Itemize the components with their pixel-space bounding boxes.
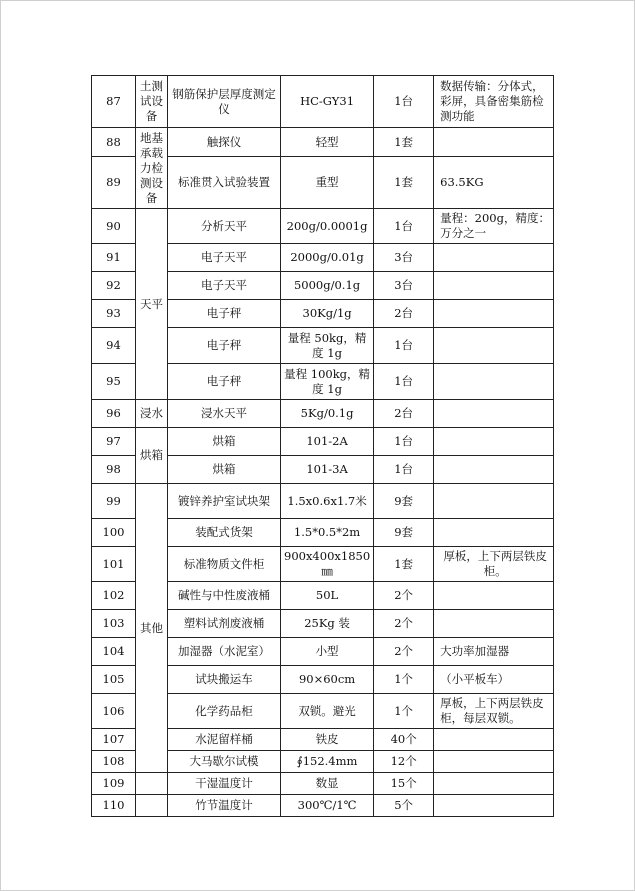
qty-cell: 1台 bbox=[374, 209, 434, 244]
row-number: 105 bbox=[92, 666, 136, 694]
qty-cell: 3台 bbox=[374, 272, 434, 300]
note-cell: 厚板，上下两层铁皮柜。 bbox=[434, 547, 554, 582]
spec-cell: 铁皮 bbox=[281, 729, 374, 751]
row-number: 98 bbox=[92, 456, 136, 484]
equipment-name: 钢筋保护层厚度测定仪 bbox=[168, 76, 281, 128]
spec-cell: 数显 bbox=[281, 773, 374, 795]
qty-cell: 2个 bbox=[374, 610, 434, 638]
spec-cell: 5Kg/0.1g bbox=[281, 400, 374, 428]
table-row bbox=[92, 209, 554, 244]
note-cell bbox=[434, 773, 554, 795]
row-number: 107 bbox=[92, 729, 136, 751]
category-cell: 其他 bbox=[136, 484, 168, 773]
row-number: 97 bbox=[92, 428, 136, 456]
equipment-name: 竹节温度计 bbox=[168, 795, 281, 817]
spec-cell: ∮152.4mm bbox=[281, 751, 374, 773]
table-row bbox=[92, 795, 554, 817]
qty-cell: 1台 bbox=[374, 364, 434, 400]
row-number: 95 bbox=[92, 364, 136, 400]
row-number: 99 bbox=[92, 484, 136, 519]
equipment-name: 碱性与中性废液桶 bbox=[168, 582, 281, 610]
row-number: 100 bbox=[92, 519, 136, 547]
note-cell: （小平板车） bbox=[434, 666, 554, 694]
row-number: 109 bbox=[92, 773, 136, 795]
equipment-name: 加湿器（水泥室） bbox=[168, 638, 281, 666]
spec-cell: 小型 bbox=[281, 638, 374, 666]
spec-cell: 101-3A bbox=[281, 456, 374, 484]
note-cell bbox=[434, 244, 554, 272]
row-number: 93 bbox=[92, 300, 136, 328]
qty-cell: 9套 bbox=[374, 519, 434, 547]
table-row bbox=[92, 128, 554, 157]
qty-cell: 1套 bbox=[374, 547, 434, 582]
spec-cell: 101-2A bbox=[281, 428, 374, 456]
equipment-name: 标准贯入试验装置 bbox=[168, 157, 281, 209]
qty-cell: 1台 bbox=[374, 328, 434, 364]
row-number: 102 bbox=[92, 582, 136, 610]
note-cell bbox=[434, 519, 554, 547]
note-cell bbox=[434, 729, 554, 751]
row-number: 103 bbox=[92, 610, 136, 638]
spec-cell: 30Kg/1g bbox=[281, 300, 374, 328]
equipment-name: 电子秤 bbox=[168, 364, 281, 400]
table-row bbox=[92, 400, 554, 428]
note-cell: 数据传输：分体式，彩屏，具备密集筋检测功能 bbox=[434, 76, 554, 128]
qty-cell: 1套 bbox=[374, 128, 434, 157]
row-number: 101 bbox=[92, 547, 136, 582]
spec-cell: 25Kg 装 bbox=[281, 610, 374, 638]
spec-cell: 双锁。避光 bbox=[281, 694, 374, 729]
row-number: 91 bbox=[92, 244, 136, 272]
spec-cell: 1.5x0.6x1.7米 bbox=[281, 484, 374, 519]
note-cell bbox=[434, 272, 554, 300]
spec-cell: 量程 100kg，精度 1g bbox=[281, 364, 374, 400]
table-row bbox=[92, 773, 554, 795]
note-cell bbox=[434, 795, 554, 817]
qty-cell: 15个 bbox=[374, 773, 434, 795]
row-number: 106 bbox=[92, 694, 136, 729]
note-cell bbox=[434, 456, 554, 484]
qty-cell: 1套 bbox=[374, 157, 434, 209]
note-cell: 厚板，上下两层铁皮柜，每层双锁。 bbox=[434, 694, 554, 729]
row-number: 87 bbox=[92, 76, 136, 128]
qty-cell: 2台 bbox=[374, 300, 434, 328]
category-cell: 浸水 bbox=[136, 400, 168, 428]
qty-cell: 3台 bbox=[374, 244, 434, 272]
spec-cell: 50L bbox=[281, 582, 374, 610]
note-cell bbox=[434, 364, 554, 400]
qty-cell: 5个 bbox=[374, 795, 434, 817]
note-cell bbox=[434, 300, 554, 328]
equipment-name: 塑料试剂废液桶 bbox=[168, 610, 281, 638]
qty-cell: 1个 bbox=[374, 694, 434, 729]
category-cell: 天平 bbox=[136, 209, 168, 400]
category-cell: 地基承载力检测设备 bbox=[136, 128, 168, 209]
row-number: 94 bbox=[92, 328, 136, 364]
spec-cell: 2000g/0.01g bbox=[281, 244, 374, 272]
row-number: 89 bbox=[92, 157, 136, 209]
note-cell: 量程：200g，精度：万分之一 bbox=[434, 209, 554, 244]
qty-cell: 1台 bbox=[374, 428, 434, 456]
note-cell bbox=[434, 610, 554, 638]
category-cell: 土测试设备 bbox=[136, 76, 168, 128]
equipment-name: 电子秤 bbox=[168, 300, 281, 328]
spec-cell: 200g/0.0001g bbox=[281, 209, 374, 244]
row-number: 108 bbox=[92, 751, 136, 773]
spec-cell: 300℃/1℃ bbox=[281, 795, 374, 817]
spec-cell: 90×60cm bbox=[281, 666, 374, 694]
equipment-name: 电子天平 bbox=[168, 244, 281, 272]
qty-cell: 40个 bbox=[374, 729, 434, 751]
qty-cell: 9套 bbox=[374, 484, 434, 519]
equipment-name: 大马歇尔试模 bbox=[168, 751, 281, 773]
spec-cell: 重型 bbox=[281, 157, 374, 209]
equipment-name: 电子秤 bbox=[168, 328, 281, 364]
row-number: 88 bbox=[92, 128, 136, 157]
table-row bbox=[92, 428, 554, 456]
table-row bbox=[92, 76, 554, 128]
category-cell bbox=[136, 795, 168, 817]
spec-cell: 量程 50kg，精度 1g bbox=[281, 328, 374, 364]
qty-cell: 2个 bbox=[374, 582, 434, 610]
spec-cell: 5000g/0.1g bbox=[281, 272, 374, 300]
equipment-name: 分析天平 bbox=[168, 209, 281, 244]
note-cell: 大功率加湿器 bbox=[434, 638, 554, 666]
equipment-name: 装配式货架 bbox=[168, 519, 281, 547]
equipment-name: 化学药品柜 bbox=[168, 694, 281, 729]
row-number: 90 bbox=[92, 209, 136, 244]
qty-cell: 1台 bbox=[374, 76, 434, 128]
category-cell bbox=[136, 773, 168, 795]
equipment-name: 标准物质文件柜 bbox=[168, 547, 281, 582]
row-number: 92 bbox=[92, 272, 136, 300]
equipment-name: 水泥留样桶 bbox=[168, 729, 281, 751]
equipment-name: 试块搬运车 bbox=[168, 666, 281, 694]
spec-cell: HC-GY31 bbox=[281, 76, 374, 128]
note-cell: 63.5KG bbox=[434, 157, 554, 209]
equipment-name: 浸水天平 bbox=[168, 400, 281, 428]
qty-cell: 1个 bbox=[374, 666, 434, 694]
equipment-name: 触探仪 bbox=[168, 128, 281, 157]
equipment-name: 烘箱 bbox=[168, 456, 281, 484]
spec-cell: 1.5*0.5*2m bbox=[281, 519, 374, 547]
note-cell bbox=[434, 428, 554, 456]
qty-cell: 1台 bbox=[374, 456, 434, 484]
equipment-name: 烘箱 bbox=[168, 428, 281, 456]
qty-cell: 12个 bbox=[374, 751, 434, 773]
spec-cell: 900x400x1850㎜ bbox=[281, 547, 374, 582]
row-number: 110 bbox=[92, 795, 136, 817]
table-row bbox=[92, 484, 554, 519]
note-cell bbox=[434, 582, 554, 610]
row-number: 104 bbox=[92, 638, 136, 666]
note-cell bbox=[434, 128, 554, 157]
equipment-name: 电子天平 bbox=[168, 272, 281, 300]
equipment-name: 干湿温度计 bbox=[168, 773, 281, 795]
spec-cell: 轻型 bbox=[281, 128, 374, 157]
qty-cell: 2台 bbox=[374, 400, 434, 428]
note-cell bbox=[434, 751, 554, 773]
note-cell bbox=[434, 484, 554, 519]
category-cell: 烘箱 bbox=[136, 428, 168, 484]
note-cell bbox=[434, 328, 554, 364]
equipment-table bbox=[91, 75, 554, 817]
note-cell bbox=[434, 400, 554, 428]
equipment-name: 镀锌养护室试块架 bbox=[168, 484, 281, 519]
qty-cell: 2个 bbox=[374, 638, 434, 666]
row-number: 96 bbox=[92, 400, 136, 428]
